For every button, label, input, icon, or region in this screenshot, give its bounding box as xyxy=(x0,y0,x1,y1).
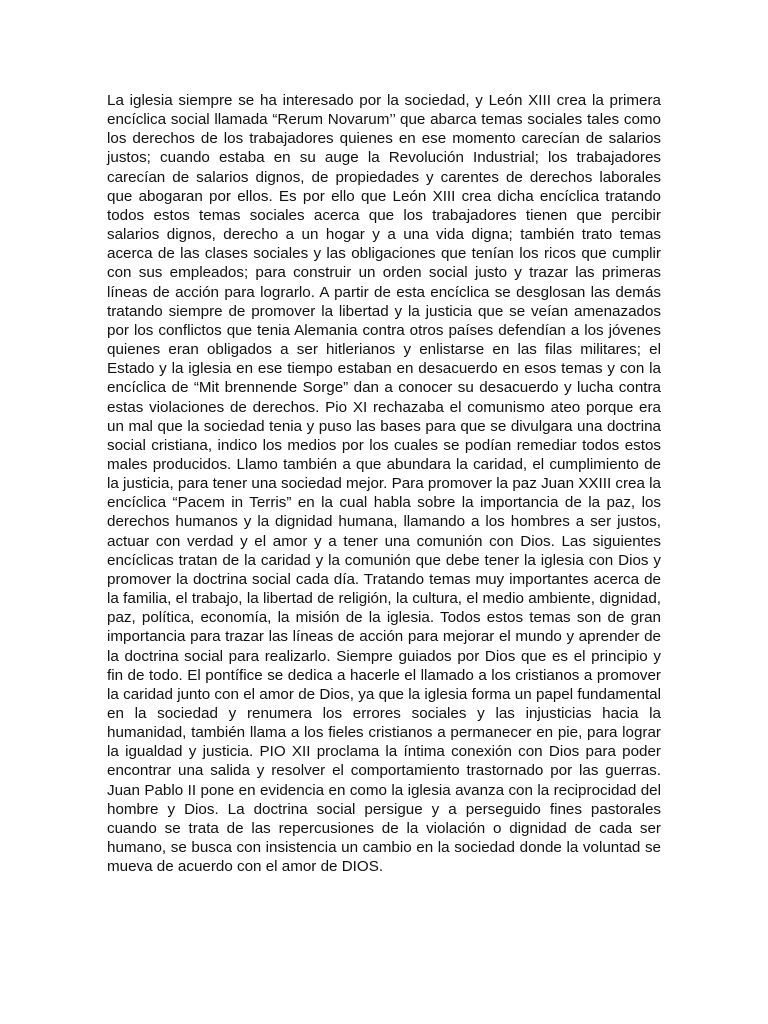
body-paragraph: La iglesia siempre se ha interesado por la sociedad, y León XIII crea la primera encíclica social llamada “Rerum Novarum’’ que abarca temas sociales tales como los derechos de los trabajadores quienes en ese momento carecían de salarios justos; cuando estaba en su auge la Revolución Industrial; los trabajadores carecían de salarios dignos, de propiedades y carentes de derechos laborales que abogaran por ellos. Es por ello que León XIII crea dicha encíclica tratando todos estos temas sociales acerca que los trabajadores tienen que percibir salarios dignos, derecho a un hogar y a una vida digna; también trato temas acerca de las clases sociales y las obligaciones que tenían los ricos que cumplir con sus empleados; para construir un orden social justo y trazar las primeras líneas de acción para lograrlo. A partir de esta encíclica se desglosan las demás tratando siempre de promover la libertad y la justicia que se veían amenazados por los conflictos que tenia Alemania contra otros países defendían a los jóvenes quienes eran obligados a ser hitlerianos y enlistarse en las filas militares; el Estado y la iglesia en ese tiempo estaban en desacuerdo en esos temas y con la encíclica de “Mit brennende Sorge” dan a conocer su desacuerdo y lucha contra estas violaciones de derechos. Pio XI rechazaba el comunismo ateo porque era un mal que la sociedad tenia y puso las bases para que se divulgara una doctrina social cristiana, indico los medios por los cuales se podían remediar todos estos males producidos. Llamo también a que abundara la caridad, el cumplimiento de la justicia, para tener una sociedad mejor. Para promover la paz Juan XXIII crea la encíclica “Pacem in Terris” en la cual habla sobre la importancia de la paz, los derechos humanos y la dignidad humana, llamando a los hombres a ser justos, actuar con verdad y el amor y a tener una comunión con Dios. Las siguientes encíclicas tratan de la caridad y la comunión que debe tener la iglesia con Dios y promover la doctrina social cada día. Tratando temas muy importantes acerca de la familia, el trabajo, la libertad de religión, la cultura, el medio ambiente, dignidad, paz, política, economía, la misión de la iglesia. Todos estos temas son de gran importancia para trazar las líneas de acción para mejorar el mundo y aprender de la doctrina social para realizarlo. Siempre guiados por Dios que es el principio y fin de todo. El pontífice se dedica a hacerle el llamado a los cristianos a promover la caridad junto con el amor de Dios, ya que la iglesia forma un papel fundamental en la sociedad y renumera los errores sociales y las injusticias hacia la humanidad, también llama a los fieles cristianos a permanecer en pie, para lograr la igualdad y justicia. PIO XII proclama la íntima conexión con Dios para poder encontrar una salida y resolver el comportamiento trastornado por las guerras. Juan Pablo II pone en evidencia en como la iglesia avanza con la reciprocidad del hombre y Dios. La doctrina social persigue y a perseguido fines pastorales cuando se trata de las repercusiones de la violación o dignidad de cada ser humano, se busca con insistencia un cambio en la sociedad donde la voluntad se mueva de acuerdo con el amor de DIOS. xyxy=(107,92,661,876)
document-page xyxy=(107,91,661,876)
